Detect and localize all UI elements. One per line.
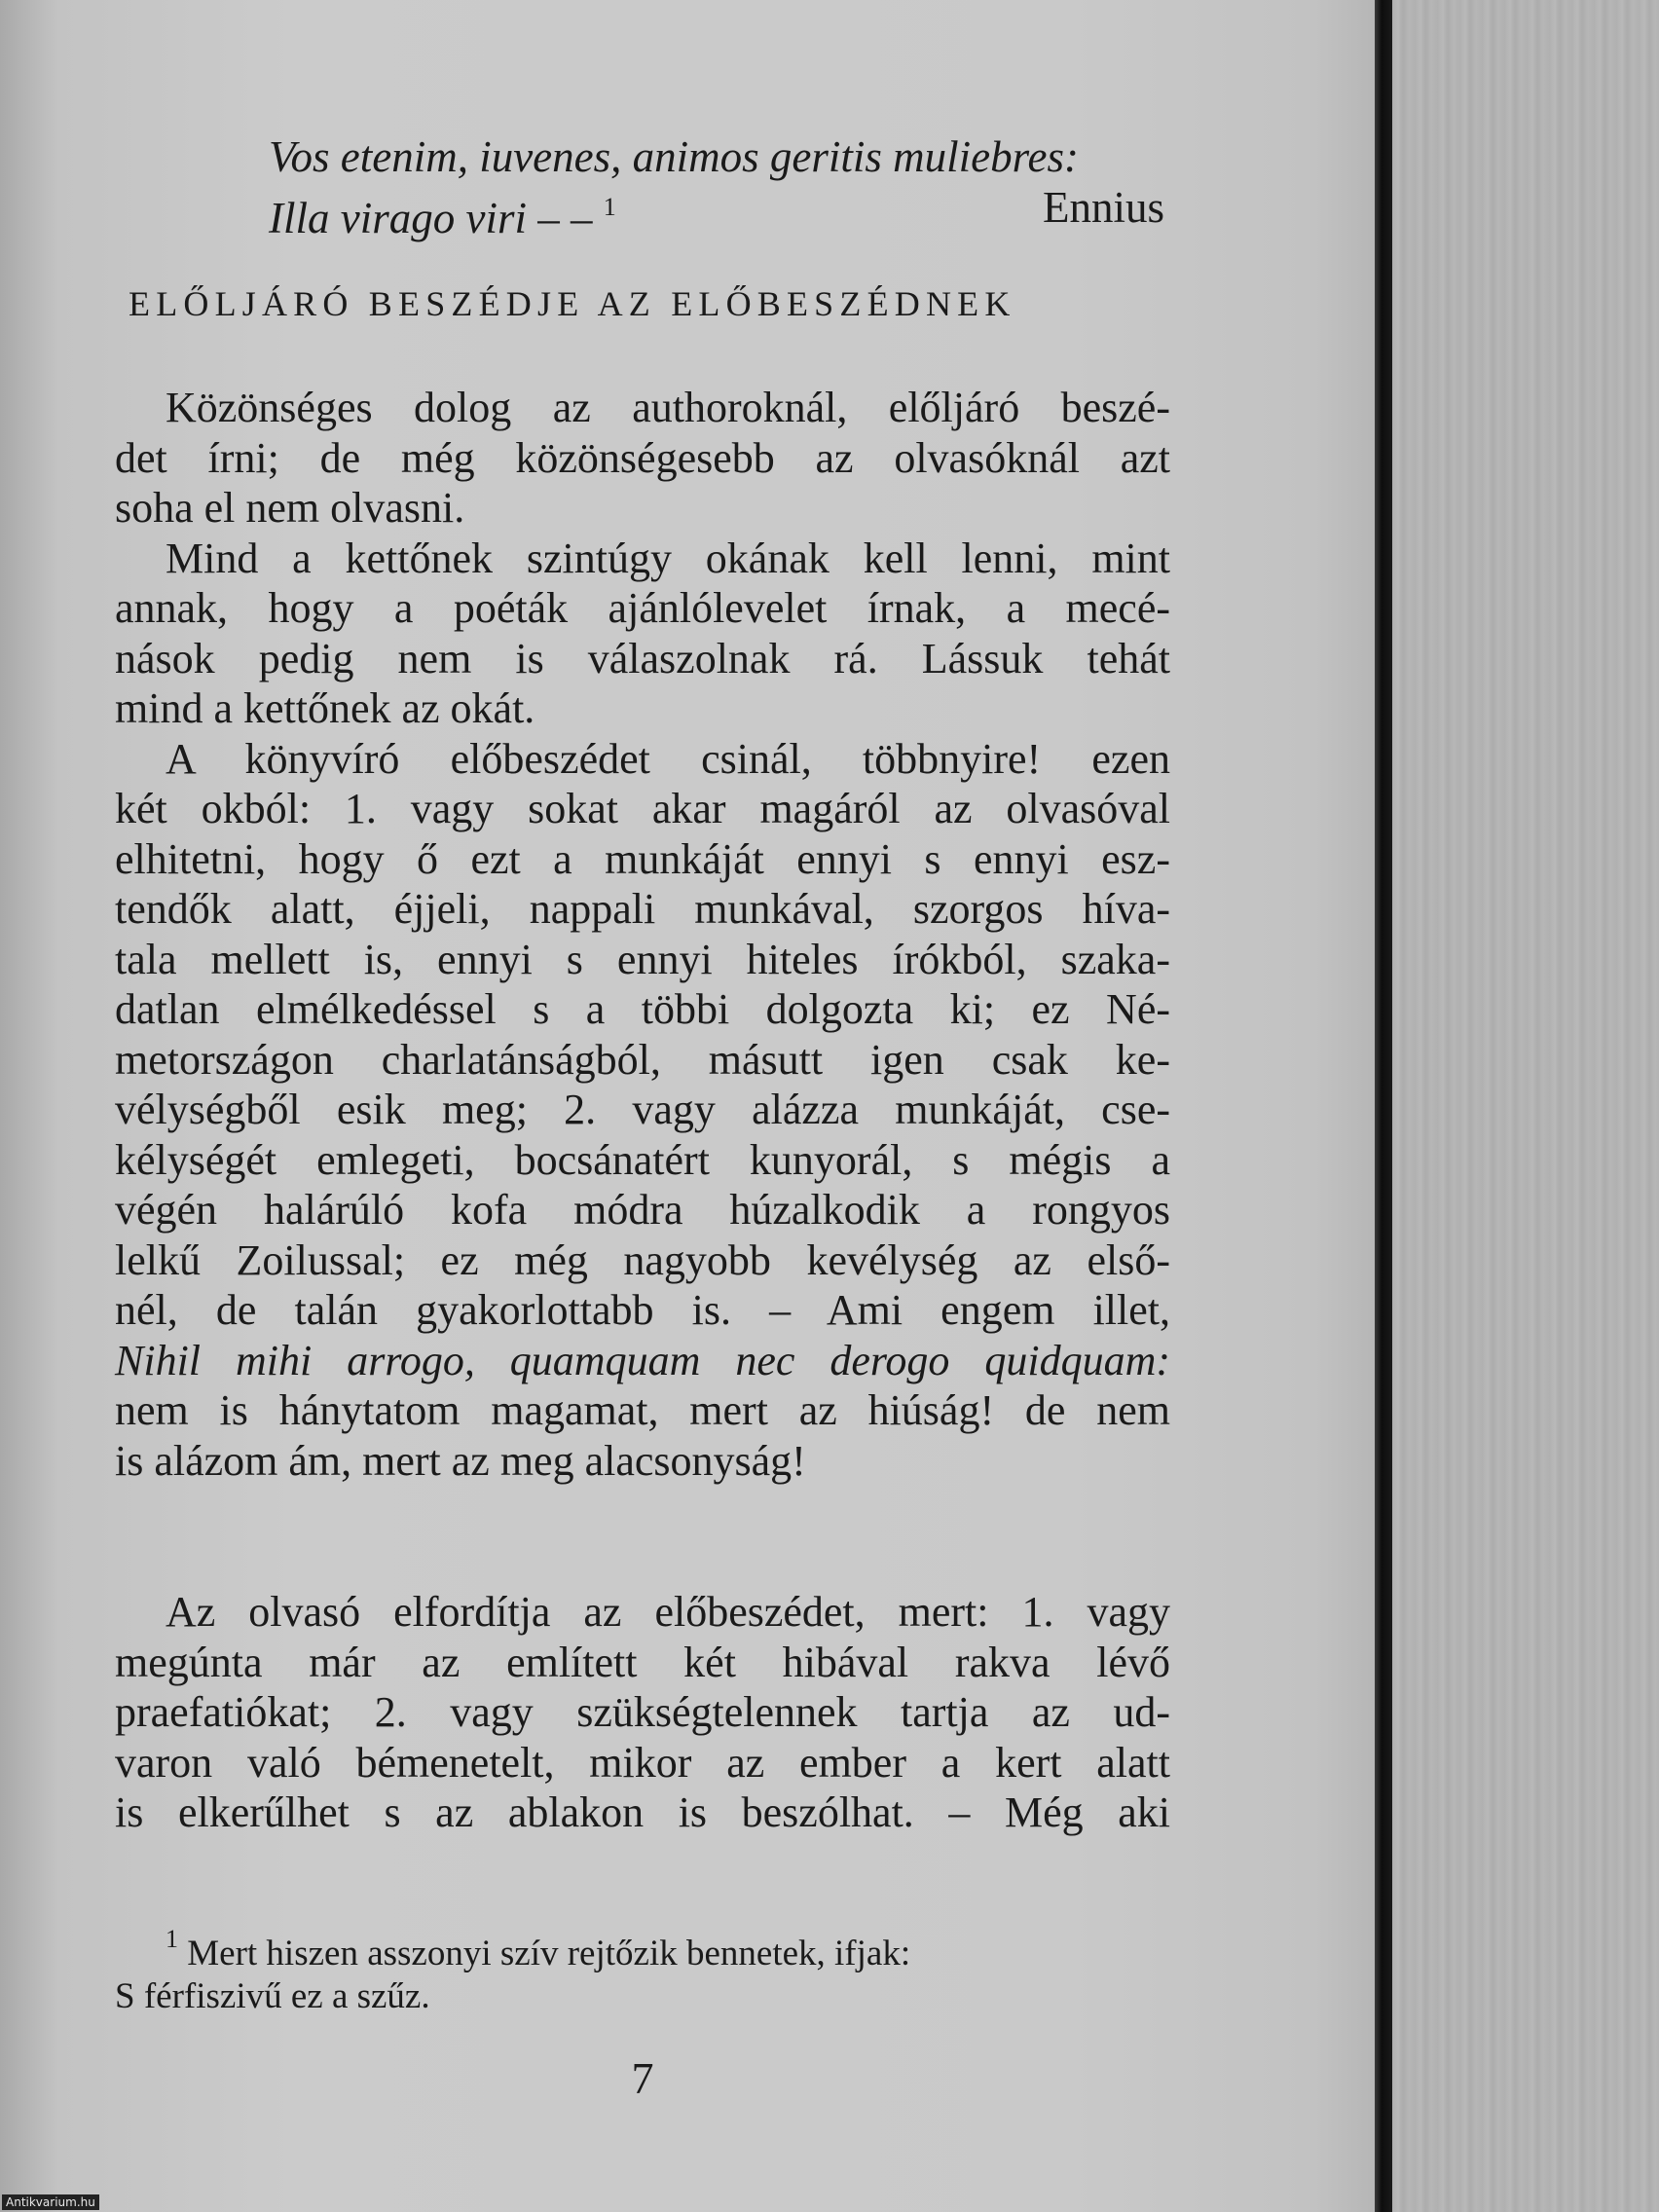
text-line: det írni; de még közönségesebb az olvasóknál azt	[115, 433, 1170, 482]
text-line: tala mellett is, ennyi s ennyi hiteles írókból, szaka-	[115, 935, 1170, 983]
text-line: A könyvíró előbeszédet csinál, többnyire! ezen	[166, 734, 1170, 783]
text-line: Az olvasó elfordítja az előbeszédet, mert: 1. vagy	[166, 1588, 1170, 1636]
body-block-2	[115, 1587, 1170, 1838]
text-line: vélységből esik meg; 2. vagy alázza munkáját, cse-	[115, 1086, 1170, 1133]
footnote-line-1: Mert hiszen asszonyi szív rejtőzik bennetek, ifjak:	[187, 1934, 911, 1973]
text-line: datlan elmélkedéssel s a többi dolgozta ki; ez Né-	[115, 985, 1170, 1033]
text-line: Közönséges dolog az authoroknál, előljáró beszé-	[166, 384, 1170, 431]
text-line: soha el nem olvasni.	[115, 484, 465, 532]
footnote	[115, 1918, 1088, 2018]
text-line: nem is hánytatom magamat, mert az hiúság! de nem	[115, 1386, 1170, 1434]
background-wall	[1392, 0, 1659, 2212]
epigraph	[269, 131, 1164, 242]
footnote-line-2: S férfiszivű ez a szűz.	[115, 1976, 430, 2016]
epigraph-note-marker: 1	[603, 193, 616, 221]
body-block-1	[115, 383, 1170, 1486]
text-line: nél, de talán gyakorlottabb is. – Ami engem illet,	[115, 1286, 1170, 1334]
epigraph-line-2-wrap	[269, 182, 1164, 242]
book-binding-shadow	[1375, 0, 1392, 2212]
epigraph-line-2: Illa virago viri – –	[269, 194, 593, 242]
text-line: tendők alatt, éjjeli, nappali munkával, szorgos híva-	[115, 885, 1170, 933]
text-line: elhitetni, hogy ő ezt a munkáját ennyi s ennyi esz-	[115, 834, 1170, 883]
epigraph-author: Ennius	[1042, 183, 1164, 232]
text-line: Mind a kettőnek szintúgy okának kell lenni, mint	[166, 534, 1170, 582]
text-line: metországon charlatánságból, másutt igen csak ke-	[115, 1035, 1170, 1084]
text-line: varon való bémenetelt, mikor az ember a kert alatt	[115, 1738, 1170, 1787]
watermark: Antikvarium.hu	[2, 2194, 99, 2210]
text-line: is elkerűlhet s az ablakon is beszólhat. – Még aki	[115, 1788, 1170, 1836]
text-line: lelkű Zoilussal; ez még nagyobb kevélység az első-	[115, 1235, 1170, 1284]
footnote-line-1-wrap	[115, 1918, 1088, 1975]
text-line: is alázom ám, mert az meg alacsonyság!	[115, 1436, 806, 1485]
footnote-marker: 1	[166, 1925, 178, 1953]
text-line: Nihil mihi arrogo, quamquam nec derogo quidquam:	[115, 1336, 1170, 1384]
text-line: nások pedig nem is válaszolnak rá. Lássuk tehát	[115, 634, 1170, 682]
epigraph-line-1: Vos etenim, iuvenes, animos geritis muliebres:	[269, 132, 1079, 181]
text-line: megúnta már az említett két hibával rakva lévő	[115, 1638, 1170, 1686]
chapter-heading: ELŐLJÁRÓ BESZÉDJE AZ ELŐBESZÉDNEK	[129, 284, 1016, 323]
text-line: praefatiókat; 2. vagy szükségtelennek tartja az ud-	[115, 1688, 1170, 1736]
text-line: mind a kettőnek az okát.	[115, 684, 535, 732]
text-line: annak, hogy a poéták ajánlólevelet írnak, a mecé-	[115, 584, 1170, 632]
text-line: kélységét emlegeti, bocsánatért kunyorál, s mégis a	[115, 1135, 1170, 1184]
text-line: két okból: 1. vagy sokat akar magáról az olvasóval	[115, 785, 1170, 832]
text-line: végén halárúló kofa módra húzalkodik a rongyos	[115, 1186, 1170, 1234]
page-number: 7	[631, 2053, 654, 2103]
